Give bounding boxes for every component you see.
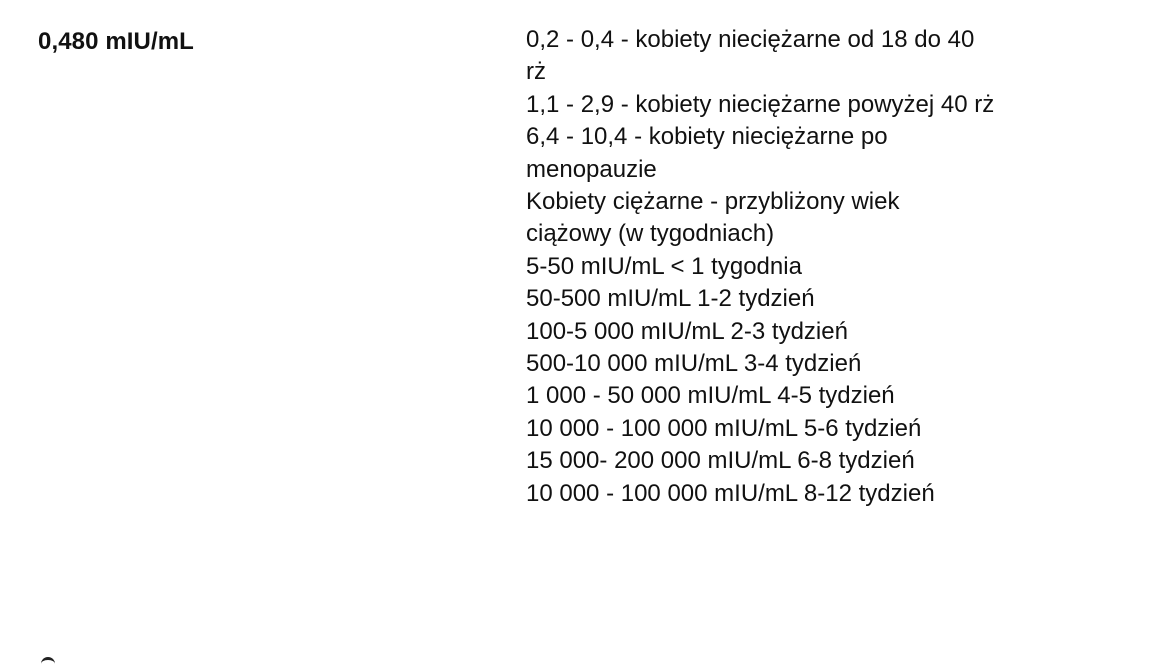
reference-line-12: 1 000 - 50 000 mIU/mL 4-5 tydzień xyxy=(526,382,895,410)
reference-line-7: ciążowy (w tygodniach) xyxy=(526,220,775,248)
clipped-bottom-text xyxy=(38,657,78,665)
reference-line-4: 6,4 - 10,4 - kobiety nieciężarne po xyxy=(526,123,888,151)
clipped-top-text xyxy=(355,0,565,2)
reference-line-15: 10 000 - 100 000 mIU/mL 8-12 tydzień xyxy=(526,479,935,507)
reference-line-13: 10 000 - 100 000 mIU/mL 5-6 tydzień xyxy=(526,414,922,442)
reference-line-1: 0,2 - 0,4 - kobiety nieciężarne od 18 do 40 xyxy=(526,26,975,53)
reference-line-10: 100-5 000 mIU/mL 2-3 tydzień xyxy=(526,317,848,345)
reference-line-11: 500-10 000 mIU/mL 3-4 tydzień xyxy=(526,350,862,378)
reference-line-3: 1,1 - 2,9 - kobiety nieciężarne powyżej 40 rż xyxy=(526,90,995,118)
reference-line-2: rż xyxy=(526,58,546,86)
reference-line-14: 15 000- 200 000 mIU/mL 6-8 tydzień xyxy=(526,447,915,475)
reference-line-9: 50-500 mIU/mL 1-2 tydzień xyxy=(526,285,815,313)
result-value: 0,480 mIU/mL xyxy=(38,28,194,55)
reference-range-list xyxy=(526,24,1167,510)
reference-line-6: Kobiety ciężarne - przybliżony wiek xyxy=(526,188,900,216)
reference-line-8: 5-50 mIU/mL < 1 tygodnia xyxy=(526,252,802,280)
reference-line-5: menopauzie xyxy=(526,155,657,183)
